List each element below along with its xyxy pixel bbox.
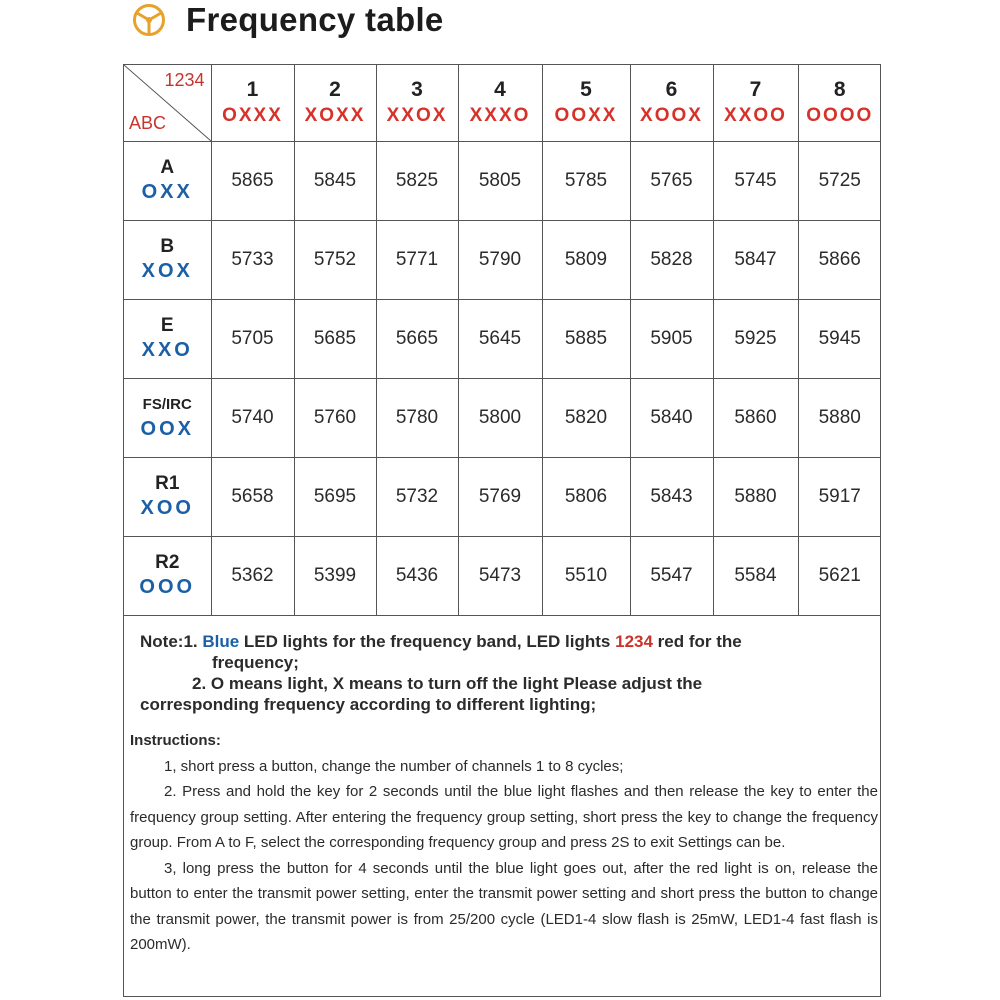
frequency-cell: 5800 <box>458 379 542 458</box>
frequency-cell: 5725 <box>798 142 881 221</box>
channel-code: XOOX <box>640 105 703 126</box>
band-name: FS/IRC <box>142 396 192 413</box>
frequency-cell: 5547 <box>630 537 713 616</box>
channel-number: 5 <box>580 78 592 101</box>
frequency-cell: 5845 <box>294 142 376 221</box>
frequency-cell: 5905 <box>630 300 713 379</box>
frequency-cell: 5805 <box>458 142 542 221</box>
channel-header <box>542 65 630 142</box>
frequency-cell: 5685 <box>294 300 376 379</box>
frequency-cell: 5860 <box>713 379 798 458</box>
frequency-cell: 5866 <box>798 221 881 300</box>
frequency-cell: 5436 <box>376 537 458 616</box>
band-header <box>124 379 211 458</box>
frequency-cell: 5769 <box>458 458 542 537</box>
note-1-prefix: Note:1. <box>140 632 203 651</box>
frequency-cell: 5760 <box>294 379 376 458</box>
channel-header-row <box>124 65 881 142</box>
frequency-cell: 5825 <box>376 142 458 221</box>
note-1-mid: LED lights for the frequency band, LED lights <box>239 632 616 651</box>
frequency-cell: 5362 <box>211 537 294 616</box>
frequency-cell: 5780 <box>376 379 458 458</box>
frequency-cell: 5790 <box>458 221 542 300</box>
instructions-heading: Instructions: <box>130 732 221 749</box>
frequency-cell: 5740 <box>211 379 294 458</box>
channel-code: XXOX <box>386 105 448 126</box>
channel-header <box>294 65 376 142</box>
band-name: E <box>160 315 174 336</box>
band-header <box>124 537 211 616</box>
channel-code: OXXX <box>222 105 283 126</box>
band-header <box>124 142 211 221</box>
frequency-cell: 5732 <box>376 458 458 537</box>
channel-number: 7 <box>749 78 762 101</box>
band-row-fs-irc <box>124 379 881 458</box>
frequency-cell: 5945 <box>798 300 881 379</box>
frequency-cell: 5925 <box>713 300 798 379</box>
channel-code: OOOO <box>806 105 874 126</box>
frequency-cell: 5621 <box>798 537 881 616</box>
frequency-cell: 5695 <box>294 458 376 537</box>
band-name: B <box>160 236 175 257</box>
frequency-cell: 5771 <box>376 221 458 300</box>
band-name: R2 <box>155 552 180 573</box>
corner-band-label: ABC <box>129 113 167 133</box>
corner-cell <box>124 65 211 142</box>
band-row-b <box>124 221 881 300</box>
frequency-cell: 5765 <box>630 142 713 221</box>
channel-number: 3 <box>411 78 423 101</box>
frequency-cell: 5809 <box>542 221 630 300</box>
frequency-cell: 5820 <box>542 379 630 458</box>
band-row-e <box>124 300 881 379</box>
frequency-cell: 5665 <box>376 300 458 379</box>
note-1-continuation: frequency; <box>212 653 299 672</box>
band-row-a <box>124 142 881 221</box>
frequency-cell: 5885 <box>542 300 630 379</box>
channel-header <box>376 65 458 142</box>
channel-number: 8 <box>833 78 846 101</box>
frequency-cell: 5847 <box>713 221 798 300</box>
steering-wheel-icon <box>132 3 166 37</box>
frequency-cell: 5399 <box>294 537 376 616</box>
channel-code: XXOO <box>724 105 787 126</box>
instruction-1: 1, short press a button, change the number of channels 1 to 8 cycles; <box>164 757 624 775</box>
band-name: A <box>160 157 175 178</box>
band-name: R1 <box>155 473 180 494</box>
frequency-cell: 5752 <box>294 221 376 300</box>
frequency-cell: 5584 <box>713 537 798 616</box>
frequency-cell: 5745 <box>713 142 798 221</box>
frequency-cell: 5840 <box>630 379 713 458</box>
frequency-cell: 5645 <box>458 300 542 379</box>
frequency-frame <box>123 64 881 997</box>
channel-header <box>211 65 294 142</box>
frequency-cell: 5880 <box>798 379 881 458</box>
frequency-cell: 5510 <box>542 537 630 616</box>
channel-header <box>713 65 798 142</box>
frequency-cell: 5843 <box>630 458 713 537</box>
notes-block <box>140 631 870 715</box>
frequency-table <box>124 65 881 616</box>
frequency-cell: 5806 <box>542 458 630 537</box>
channel-number: 4 <box>494 78 506 101</box>
band-code: XXO <box>141 339 193 361</box>
frequency-cell: 5880 <box>713 458 798 537</box>
band-row-r1 <box>124 458 881 537</box>
note-2: 2. O means light, X means to turn off the light Please adjust the <box>192 674 703 693</box>
frequency-cell: 5473 <box>458 537 542 616</box>
page-title: Frequency table <box>186 1 444 38</box>
channel-number: 2 <box>329 78 341 101</box>
instructions-block <box>130 728 878 958</box>
band-row-r2 <box>124 537 881 616</box>
frequency-cell: 5733 <box>211 221 294 300</box>
channel-header <box>458 65 542 142</box>
note-1 <box>140 631 870 652</box>
band-code: OXX <box>141 181 193 203</box>
band-code: OOX <box>140 418 194 440</box>
instruction-3: 3, long press the button for 4 seconds until the blue light goes out, after the red light is on, release the button to enter the transmit power setting, enter the transmit power setting and short press the button to change the transmit power, the transmit power is from 25/200 cycle (LED1-4 slow flash is 25mW, LED1-4 fast flash is 200mW). <box>130 859 878 953</box>
frequency-cell: 5865 <box>211 142 294 221</box>
band-code: XOO <box>140 497 194 519</box>
channel-header <box>630 65 713 142</box>
channel-code: XXXO <box>469 105 531 126</box>
note-2-continuation: corresponding frequency according to different lighting; <box>140 695 597 714</box>
note-1-end: red for the <box>652 632 742 651</box>
frequency-cell: 5705 <box>211 300 294 379</box>
band-code: OOO <box>139 576 196 598</box>
band-header <box>124 221 211 300</box>
instruction-2: 2. Press and hold the key for 2 seconds until the blue light flashes and then release the key to enter the frequency group setting. After entering the frequency group setting, short press the key to change the frequency group. From A to F, select the corresponding frequency group and press 2S to exit Settings can be. <box>130 783 878 851</box>
channel-number: 1 <box>246 78 259 101</box>
band-code: XOX <box>141 260 193 282</box>
frequency-cell: 5828 <box>630 221 713 300</box>
note-1-blue: Blue <box>202 632 240 651</box>
band-header <box>124 300 211 379</box>
channel-code: XOXX <box>304 105 366 126</box>
frequency-cell: 5658 <box>211 458 294 537</box>
frequency-cell: 5917 <box>798 458 881 537</box>
channel-number: 6 <box>665 78 678 101</box>
corner-channel-label: 1234 <box>164 70 205 90</box>
note-1-red: 1234 <box>615 632 653 651</box>
channel-code: OOXX <box>554 105 618 126</box>
band-header <box>124 458 211 537</box>
frequency-cell: 5785 <box>542 142 630 221</box>
title-row <box>132 0 444 40</box>
channel-header <box>798 65 881 142</box>
